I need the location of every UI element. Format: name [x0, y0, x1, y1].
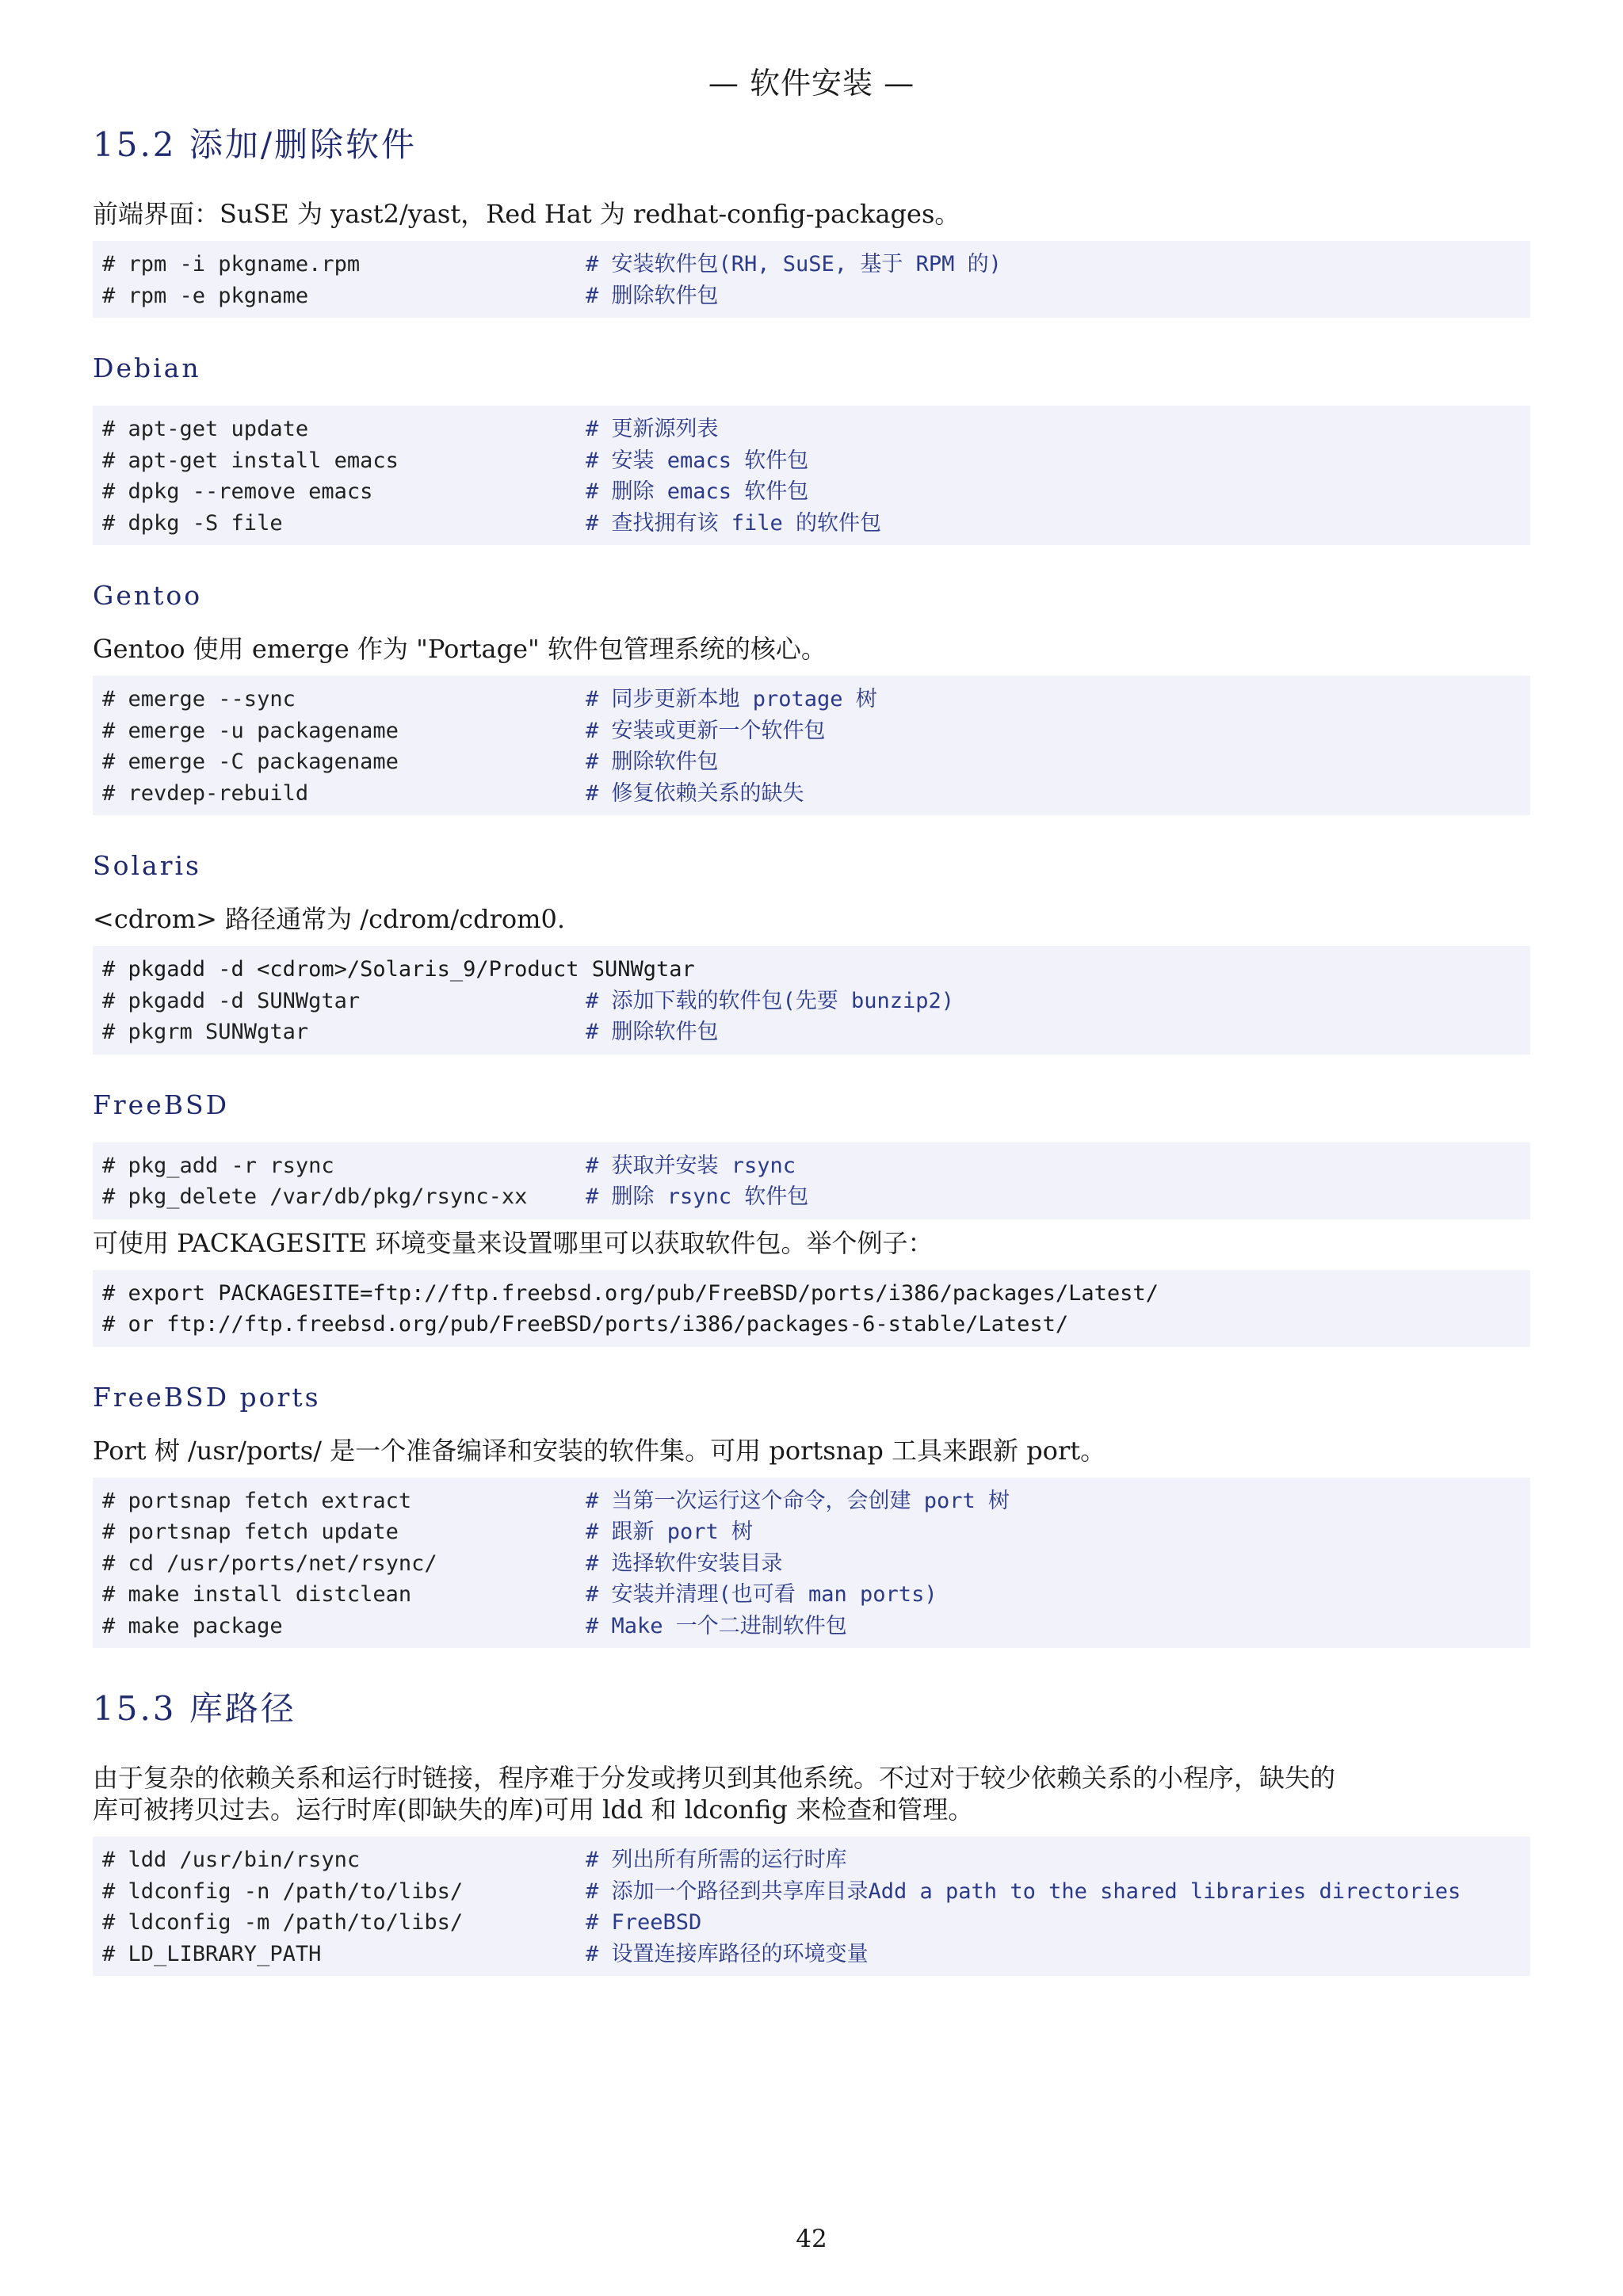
code-line	[102, 476, 1521, 508]
code-line	[102, 1548, 1521, 1580]
code-block-freebsd	[93, 1142, 1530, 1219]
code-line	[102, 954, 1521, 986]
page-header: — 软件安装 —	[708, 66, 915, 101]
code-comment: # 获取并安装 rsync	[586, 1153, 796, 1178]
section-title-15-2: 15.2 添加/删除软件	[93, 125, 418, 164]
subsection-title-solaris: Solaris	[93, 850, 201, 881]
code-line	[102, 280, 1521, 312]
code-comment: # 删除软件包	[586, 283, 719, 308]
code-comment: # FreeBSD	[586, 1910, 702, 1935]
code-command: # LD_LIBRARY_PATH	[102, 1941, 322, 1966]
code-line	[102, 986, 1521, 1017]
subsection-title-gentoo: Gentoo	[93, 580, 203, 611]
code-comment: # 更新源列表	[586, 417, 719, 441]
code-comment: # 安装软件包(RH, SuSE, 基于 RPM 的)	[586, 252, 1002, 277]
code-block-rpm	[93, 241, 1530, 318]
code-command: # ldconfig -n /path/to/libs/	[102, 1878, 464, 1904]
code-line	[102, 1844, 1521, 1876]
packagesite-note: 可使用 PACKAGESITE 环境变量来设置哪里可以获取软件包。举个例子：	[93, 1227, 934, 1258]
code-command: # dpkg --remove emacs	[102, 479, 373, 504]
code-comment: # 同步更新本地 protage 树	[586, 687, 877, 711]
code-command: # make install distclean	[102, 1582, 412, 1607]
code-comment: # Make 一个二进制软件包	[586, 1613, 847, 1638]
code-command: # make package	[102, 1613, 283, 1638]
code-comment: # 安装 emacs 软件包	[586, 448, 809, 473]
code-line	[102, 1181, 1521, 1213]
ports-intro: Port 树 /usr/ports/ 是一个准备编译和安装的软件集。可用 portsnap 工具来跟新 port。	[93, 1435, 1106, 1466]
code-line	[102, 1150, 1521, 1182]
code-command: # rpm -i pkgname.rpm	[102, 252, 361, 277]
code-command: # emerge -u packagename	[102, 718, 399, 743]
code-comment: # 删除 emacs 软件包	[586, 479, 809, 504]
code-comment: # 删除软件包	[586, 749, 719, 774]
subsection-title-debian: Debian	[93, 353, 201, 383]
code-command: # pkg_add -r rsync	[102, 1153, 334, 1178]
code-line	[102, 445, 1521, 477]
code-command: # cd /usr/ports/net/rsync/	[102, 1550, 437, 1576]
code-block-ports	[93, 1478, 1530, 1649]
code-line	[102, 1016, 1521, 1048]
code-line	[102, 1309, 1521, 1341]
code-comment: # 删除 rsync 软件包	[586, 1184, 809, 1209]
code-comment: # 当第一次运行这个命令，会创建 port 树	[586, 1488, 1010, 1513]
code-line	[102, 249, 1521, 280]
code-command: # pkgadd -d <cdrom>/Solaris_9/Product SUNWgtar	[102, 957, 695, 982]
gentoo-intro: Gentoo 使用 emerge 作为 "Portage" 软件包管理系统的核心。	[93, 634, 827, 664]
subsection-title-freebsd-ports: FreeBSD ports	[93, 1381, 321, 1413]
code-line	[102, 414, 1521, 445]
code-comment: # 跟新 port 树	[586, 1520, 754, 1544]
code-block-packagesite	[93, 1270, 1530, 1347]
code-line	[102, 778, 1521, 810]
code-comment: # 删除软件包	[586, 1020, 719, 1044]
subsection-title-freebsd: FreeBSD	[93, 1089, 230, 1120]
code-command: # rpm -e pkgname	[102, 283, 309, 308]
code-command: # portsnap fetch extract	[102, 1488, 412, 1513]
code-block-debian	[93, 406, 1530, 545]
library-intro-line-2: 库可被拷贝过去。运行时库(即缺失的库)可用 ldd 和 ldconfig 来检查和管理。	[93, 1794, 974, 1825]
code-block-library	[93, 1836, 1530, 1976]
code-line	[102, 746, 1521, 778]
code-command: # ldd /usr/bin/rsync	[102, 1848, 361, 1872]
code-command: # emerge --sync	[102, 687, 296, 711]
code-command: # revdep-rebuild	[102, 780, 309, 806]
code-command: # pkg_delete /var/db/pkg/rsync-xx	[102, 1184, 528, 1209]
page-number: 42	[796, 2225, 827, 2253]
code-line	[102, 1579, 1521, 1611]
code-comment: # 添加下载的软件包(先要 bunzip2)	[586, 988, 955, 1013]
page-content	[93, 119, 1530, 2011]
library-intro-line-1: 由于复杂的依赖关系和运行时链接，程序难于分发或拷贝到其他系统。不过对于较少依赖关系的小程序，缺失的	[93, 1763, 1336, 1793]
code-comment: # 选择软件安装目录	[586, 1550, 783, 1576]
code-command: # export PACKAGESITE=ftp://ftp.freebsd.org/pub/FreeBSD/ports/i386/packages/Latest/	[102, 1280, 1159, 1306]
code-line	[102, 1516, 1521, 1548]
code-command: # pkgadd -d SUNWgtar	[102, 988, 361, 1013]
code-command: # pkgrm SUNWgtar	[102, 1020, 309, 1044]
code-command: # ldconfig -m /path/to/libs/	[102, 1910, 464, 1935]
solaris-intro: <cdrom> 路径通常为 /cdrom/cdrom0.	[93, 904, 566, 934]
code-line	[102, 684, 1521, 715]
code-comment: # 列出所有所需的运行时库	[586, 1848, 847, 1872]
section-title-15-3: 15.3 库路径	[93, 1689, 296, 1728]
code-comment: # 修复依赖关系的缺失	[586, 780, 804, 806]
code-comment: # 查找拥有该 file 的软件包	[586, 510, 882, 536]
code-comment: # 添加一个路径到共享库目录Add a path to the shared libraries directories	[586, 1878, 1461, 1904]
code-comment: # 安装并清理(也可看 man ports)	[586, 1582, 938, 1607]
code-line	[102, 1876, 1521, 1908]
code-command: # apt-get update	[102, 417, 309, 441]
code-command: # portsnap fetch update	[102, 1520, 399, 1544]
code-block-solaris	[93, 946, 1530, 1055]
code-line	[102, 1939, 1521, 1970]
code-command: # apt-get install emacs	[102, 448, 399, 473]
code-command: # or ftp://ftp.freebsd.org/pub/FreeBSD/ports/i386/packages-6-stable/Latest/	[102, 1312, 1069, 1337]
code-block-gentoo	[93, 676, 1530, 815]
code-line	[102, 1611, 1521, 1642]
code-command: # emerge -C packagename	[102, 749, 399, 774]
code-line	[102, 715, 1521, 747]
code-line	[102, 508, 1521, 540]
code-line	[102, 1907, 1521, 1939]
code-comment: # 设置连接库路径的环境变量	[586, 1941, 869, 1966]
frontend-intro: 前端界面：SuSE 为 yast2/yast，Red Hat 为 redhat-config-packages。	[93, 199, 960, 229]
code-comment: # 安装或更新一个软件包	[586, 718, 826, 743]
code-command: # dpkg -S file	[102, 510, 283, 536]
code-line	[102, 1278, 1521, 1310]
code-line	[102, 1486, 1521, 1517]
